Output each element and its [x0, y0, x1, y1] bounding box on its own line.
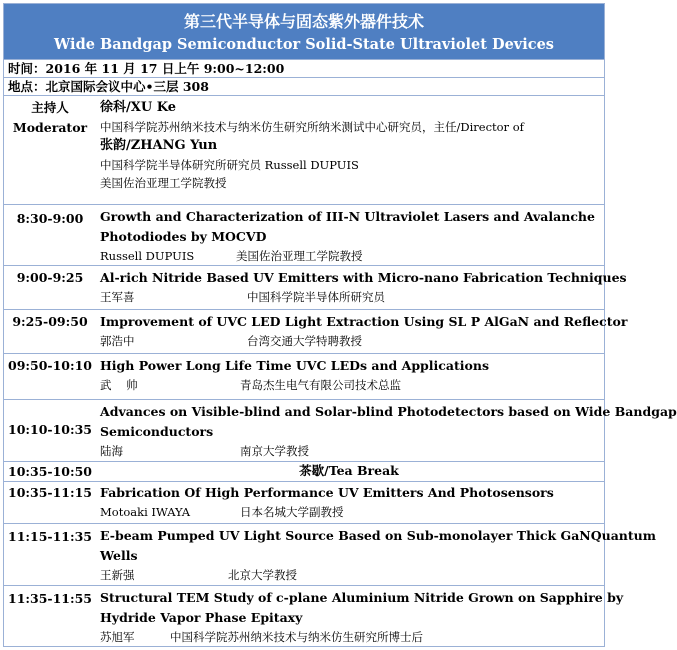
title-chinese: 第三代半导体与固态紫外器件技术: [183, 12, 424, 31]
session-time: 11:35-11:55: [8, 591, 92, 606]
moderator-list: [100, 98, 598, 192]
session-row: [4, 400, 677, 462]
session-speaker-line: [100, 332, 598, 350]
speaker-name: 陆海: [100, 444, 123, 458]
meta-time: 时间：2016 年 11 月 17 日上午 9:00~12:00: [4, 60, 604, 78]
session-title: Wells: [100, 548, 138, 563]
moderator-row: [4, 96, 604, 205]
session-time: 9:25-09:50: [12, 314, 88, 329]
session-speaker-line: [100, 376, 598, 394]
meta-location: 地点：北京国际会议中心•三层 308: [4, 78, 604, 96]
moderator-label-cn: 主持人: [31, 100, 69, 115]
speaker-affiliation: 日本名城大学副教授: [240, 505, 344, 519]
session-title: Photodiodes by MOCVD: [100, 229, 267, 244]
title-english: Wide Bandgap Semiconductor Solid-State Ultraviolet Devices: [54, 36, 554, 53]
speaker-name: 苏旭军: [100, 630, 135, 644]
session-row: [4, 524, 656, 586]
moderator-desc: 美国佐治亚理工学院教授: [100, 176, 227, 190]
speaker-affiliation: 台湾交通大学特聘教授: [247, 334, 362, 348]
session-time: 10:35-11:15: [8, 485, 92, 500]
session-speaker-line: [100, 503, 598, 521]
speaker-affiliation: 北京大学教授: [228, 568, 297, 582]
speaker-name: 武 帅: [100, 378, 138, 392]
speaker-affiliation: 美国佐治亚理工学院教授: [236, 249, 363, 263]
session-title: High Power Long Life Time UVC LEDs and Applications: [100, 358, 489, 373]
moderator-label: [4, 98, 96, 138]
session-row: [4, 310, 628, 354]
session-row: [4, 354, 604, 400]
session-speaker-line: [100, 628, 598, 646]
speaker-name: 郭浩中: [100, 334, 135, 348]
speaker-name: 王新强: [100, 568, 135, 582]
speaker-name: 王军喜: [100, 290, 135, 304]
moderator-name: 徐科/XU Ke: [100, 100, 176, 115]
session-row: [4, 482, 604, 524]
moderator-label-en: Moderator: [12, 120, 88, 135]
session-row: [4, 266, 627, 310]
session-row: [4, 205, 604, 266]
break-row: [4, 462, 604, 482]
session-speaker-line: [100, 288, 598, 306]
break-label: 茶歇/Tea Break: [299, 463, 399, 478]
session-speaker-line: [100, 442, 598, 460]
session-title: Hydride Vapor Phase Epitaxy: [100, 610, 303, 625]
session-time: 9:00-9:25: [16, 270, 84, 285]
speaker-affiliation: 青岛杰生电气有限公司技术总监: [240, 378, 401, 392]
speaker-affiliation: 中国科学院半导体所研究员: [247, 290, 385, 304]
session-speaker-line: [100, 566, 598, 584]
session-title: Al-rich Nitride Based UV Emitters with Micro-nano Fabrication Techniques: [100, 270, 627, 285]
schedule-table: [3, 3, 677, 647]
speaker-name: Motoaki IWAYA: [100, 505, 191, 519]
session-time: 10:35-10:50: [8, 464, 92, 479]
speaker-name: Russell DUPUIS: [100, 249, 195, 263]
session-title: Structural TEM Study of c-plane Aluminium Nitride Grown on Sapphire by: [100, 590, 624, 605]
moderator-name: 张韵/ZHANG Yun: [100, 138, 218, 153]
speaker-affiliation: 南京大学教授: [240, 444, 309, 458]
speaker-affiliation: 中国科学院苏州纳米技术与纳米仿生研究所博士后: [170, 630, 423, 644]
session-time: 09:50-10:10: [8, 358, 92, 373]
session-time: 10:10-10:35: [8, 422, 92, 437]
session-title: E-beam Pumped UV Light Source Based on Sub-monolayer Thick GaNQuantum: [100, 528, 656, 543]
session-time: 8:30-9:00: [16, 211, 84, 226]
session-title: Advances on Visible-blind and Solar-blind Photodetectors based on Wide Bandgap: [100, 404, 677, 419]
moderator-desc: 中国科学院半导体研究所研究员 Russell DUPUIS: [100, 158, 359, 172]
session-speaker-line: [100, 247, 598, 265]
session-title: Semiconductors: [100, 424, 214, 439]
table-header: [4, 4, 604, 60]
session-row: [4, 586, 624, 648]
session-time: 11:15-11:35: [8, 529, 92, 544]
session-title: Improvement of UVC LED Light Extraction Using SL P AlGaN and Reflector: [100, 314, 628, 329]
moderator-desc: 中国科学院苏州纳米技术与纳米仿生研究所纳米测试中心研究员，主任/Director of: [100, 120, 524, 134]
session-title: Fabrication Of High Performance UV Emitters And Photosensors: [100, 485, 554, 500]
session-title: Growth and Characterization of III-N Ultraviolet Lasers and Avalanche: [100, 209, 595, 224]
